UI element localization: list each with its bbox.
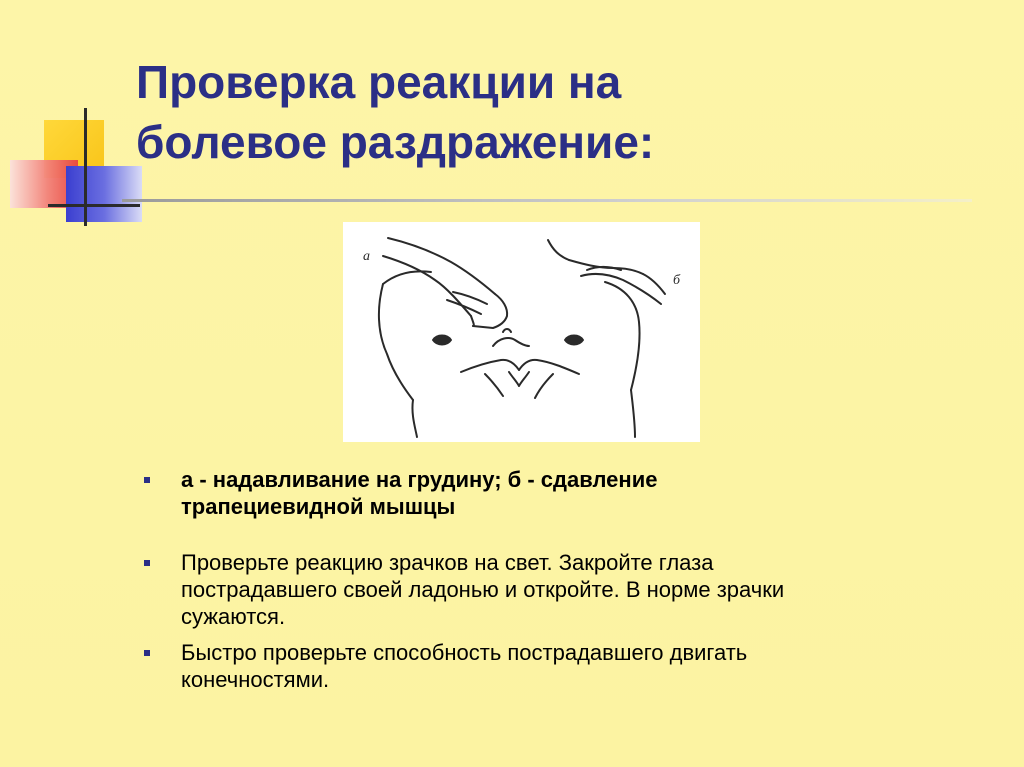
bullet-1-line-2: трапециевидной мышцы	[181, 494, 456, 519]
bullet-marker	[144, 560, 150, 566]
bullet-2-line-2: пострадавшего своей ладонью и откройте. В норме зрачки	[181, 577, 785, 602]
slide-title	[136, 52, 996, 172]
decorative-vertical-line	[84, 108, 87, 226]
bullet-marker	[144, 650, 150, 656]
bullet-marker	[144, 477, 150, 483]
bullet-2-line-1: Проверьте реакцию зрачков на свет. Закройте глаза	[181, 550, 714, 575]
illustration-chest-pressure	[343, 222, 700, 442]
figure-label-b: б	[673, 273, 681, 288]
bullet-item	[140, 466, 1000, 520]
figure-label-a: а	[363, 249, 370, 264]
title-underline	[122, 199, 972, 202]
bullet-item	[140, 549, 1000, 630]
bullet-3-line-2: конечностями.	[181, 667, 330, 692]
bullet-list	[140, 466, 1000, 693]
bullet-3-line-1: Быстро проверьте способность пострадавшего двигать	[181, 640, 748, 665]
title-line-1: Проверка реакции на	[136, 56, 622, 108]
bullet-1-line-1: а - надавливание на грудину; б - сдавление	[181, 467, 658, 492]
bullet-item	[140, 639, 1000, 693]
chest-illustration-drawing	[343, 222, 700, 442]
bullet-2-line-3: сужаются.	[181, 604, 286, 629]
title-line-2: болевое раздражение:	[136, 116, 655, 168]
decorative-blue-square	[66, 166, 142, 222]
decorative-horizontal-line	[48, 204, 140, 207]
